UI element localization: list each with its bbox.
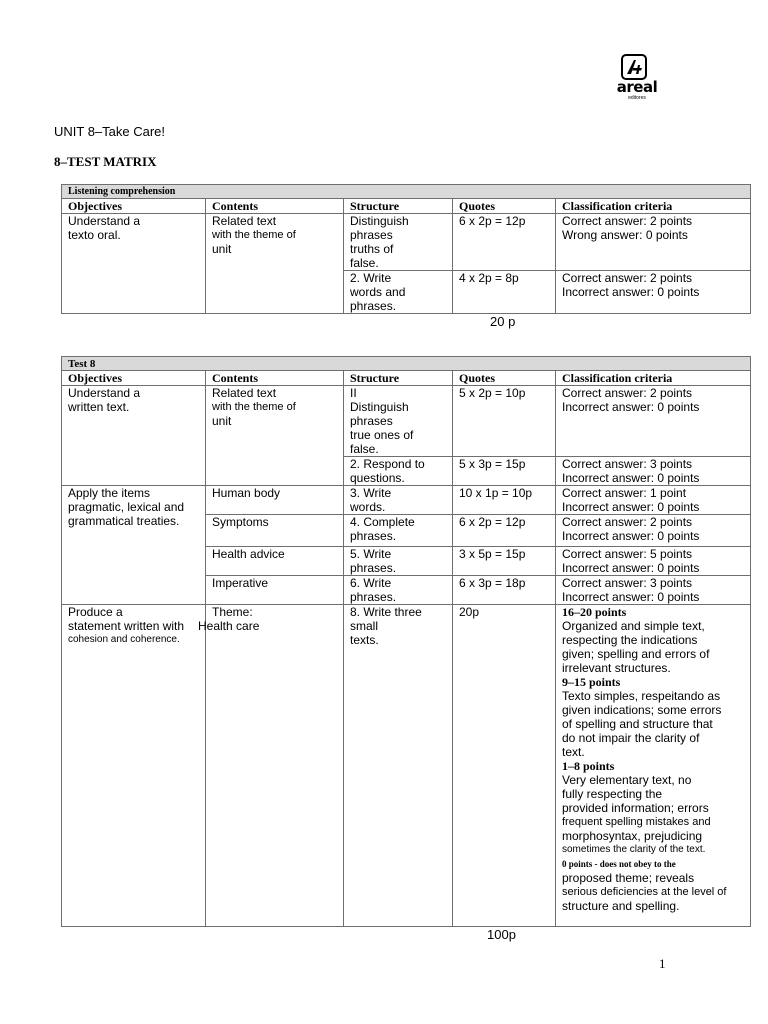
criteria-cell xyxy=(556,486,751,515)
objective-cell xyxy=(62,605,206,927)
column-header-row xyxy=(62,199,751,214)
logo-subtitle: editores xyxy=(628,95,646,101)
cell-line: unit xyxy=(212,242,232,256)
section-title: Test 8 xyxy=(62,357,751,371)
cell-line: irrelevant structures. xyxy=(562,661,671,675)
criteria-cell xyxy=(556,271,751,314)
test-total: 100p xyxy=(487,927,516,942)
cell-line: texto oral. xyxy=(68,228,121,242)
section-title: Listening comprehension xyxy=(62,185,751,199)
cell-line: morphosyntax, prejudicing xyxy=(562,829,703,843)
cell-line: given indications; some errors xyxy=(562,703,722,717)
section-header-row xyxy=(62,185,751,199)
cell-line: 8. Write three xyxy=(350,605,422,619)
logo-wordmark: areal xyxy=(616,78,658,96)
cell-line: Correct answer: 2 points xyxy=(562,271,693,285)
cell-line: unit xyxy=(212,414,232,428)
cell-line: 3. Write xyxy=(350,486,392,500)
header-contents: Contents xyxy=(206,371,344,386)
header-quotes: Quotes xyxy=(453,199,556,214)
cell-line: Distinguish xyxy=(350,400,409,414)
publisher-logo xyxy=(606,52,668,102)
cell-line: Incorrect answer: 0 points xyxy=(562,561,700,575)
cell-line: Incorrect answer: 0 points xyxy=(562,500,700,514)
content-cell: Health advice xyxy=(206,547,344,576)
cell-line: Correct answer: 2 points xyxy=(562,386,693,400)
structure-cell xyxy=(344,576,453,605)
cell-line: phrases. xyxy=(350,590,397,604)
header-criteria: Classification criteria xyxy=(556,199,751,214)
band-title: 1–8 points xyxy=(562,759,615,773)
cell-line: false. xyxy=(350,256,379,270)
header-contents: Contents xyxy=(206,199,344,214)
quotes-cell: 5 x 3p = 15p xyxy=(453,457,556,486)
cell-line: fully respecting the xyxy=(562,787,663,801)
quotes-cell: 10 x 1p = 10p xyxy=(453,486,556,515)
cell-line: Incorrect answer: 0 points xyxy=(562,285,700,299)
cell-line: 5. Write xyxy=(350,547,392,561)
cell-line: statement written with xyxy=(68,619,185,633)
cell-line: Distinguish xyxy=(350,214,409,228)
structure-cell xyxy=(344,386,453,457)
page-number: 1 xyxy=(659,956,666,971)
cell-line: 6. Write xyxy=(350,576,392,590)
structure-cell xyxy=(344,214,453,271)
cell-line: small xyxy=(350,619,379,633)
header-structure: Structure xyxy=(344,371,453,386)
content-cell xyxy=(206,386,344,486)
criteria-cell xyxy=(556,457,751,486)
criteria-cell xyxy=(556,386,751,457)
objective-cell xyxy=(62,386,206,486)
cell-line: texts. xyxy=(350,633,379,647)
cell-line: Very elementary text, no xyxy=(562,773,692,787)
table-row xyxy=(62,605,751,927)
objective-cell xyxy=(62,214,206,314)
cell-line: phrases xyxy=(350,228,393,242)
band-title: 0 points - does not obey to the xyxy=(562,859,676,869)
table-row xyxy=(62,386,751,457)
table-row xyxy=(62,214,751,271)
cell-line: 2. Respond to xyxy=(350,457,425,471)
cell-line: given; spelling and errors of xyxy=(562,647,710,661)
header-objectives: Objectives xyxy=(62,371,206,386)
cell-line: Wrong answer: 0 points xyxy=(562,228,688,242)
cell-line: Correct answer: 2 points xyxy=(562,515,693,529)
cell-line: serious deficiencies at the level of xyxy=(562,886,727,898)
cell-line: truths of xyxy=(350,242,394,256)
cell-line: provided information; errors xyxy=(562,801,709,815)
header-criteria: Classification criteria xyxy=(556,371,751,386)
cell-line: Incorrect answer: 0 points xyxy=(562,471,700,485)
cell-line: sometimes the clarity of the text. xyxy=(562,844,706,855)
test-matrix-table xyxy=(61,356,751,927)
listening-total: 20 p xyxy=(490,314,516,329)
quotes-cell: 6 x 3p = 18p xyxy=(453,576,556,605)
cell-line: phrases. xyxy=(350,561,397,575)
content-cell: Symptoms xyxy=(206,515,344,547)
cell-line: 4. Complete xyxy=(350,515,415,529)
cell-line: Understand a xyxy=(68,214,141,228)
band-title: 16–20 points xyxy=(562,605,627,619)
cell-line: cohesion and coherence. xyxy=(68,634,180,645)
cell-line: words and xyxy=(350,285,406,299)
structure-cell xyxy=(344,515,453,547)
cell-line: structure and spelling. xyxy=(562,899,680,913)
cell-line: respecting the indications xyxy=(562,633,698,647)
criteria-cell xyxy=(556,547,751,576)
cell-line: with the theme of xyxy=(212,401,296,413)
criteria-cell xyxy=(556,576,751,605)
cell-line: Incorrect answer: 0 points xyxy=(562,400,700,414)
cell-line: 2. Write xyxy=(350,271,392,285)
cell-line: written text. xyxy=(68,400,130,414)
column-header-row xyxy=(62,371,751,386)
cell-line: Correct answer: 1 point xyxy=(562,486,687,500)
structure-cell xyxy=(344,605,453,927)
content-cell: Imperative xyxy=(206,576,344,605)
cell-line: phrases xyxy=(350,414,393,428)
criteria-cell xyxy=(556,515,751,547)
header-structure: Structure xyxy=(344,199,453,214)
cell-line: frequent spelling mistakes and xyxy=(562,816,711,828)
cell-line: proposed theme; reveals xyxy=(562,871,695,885)
cell-line: Related text xyxy=(212,386,277,400)
cell-line: pragmatic, lexical and xyxy=(68,500,185,514)
quotes-cell: 6 x 2p = 12p xyxy=(453,214,556,271)
unit-title: UNIT 8–Take Care! xyxy=(54,124,166,139)
cell-line: Produce a xyxy=(68,605,123,619)
criteria-cell xyxy=(556,214,751,271)
cell-line: text. xyxy=(562,745,585,759)
cell-line: do not impair the clarity of xyxy=(562,731,700,745)
cell-line: Theme: xyxy=(212,605,253,619)
header-quotes: Quotes xyxy=(453,371,556,386)
cell-line: Texto simples, respeitando as xyxy=(562,689,721,703)
cell-line: Apply the items xyxy=(68,486,151,500)
cell-line: grammatical treaties. xyxy=(68,514,180,528)
content-cell: Human body xyxy=(206,486,344,515)
cell-line: Organized and simple text, xyxy=(562,619,705,633)
cell-line: phrases. xyxy=(350,529,397,543)
content-cell xyxy=(206,214,344,314)
cell-line: Incorrect answer: 0 points xyxy=(562,529,700,543)
cell-line: Correct answer: 3 points xyxy=(562,576,693,590)
cell-line: Health care xyxy=(198,619,260,633)
section-header-row xyxy=(62,357,751,371)
criteria-cell xyxy=(556,605,751,927)
cell-line: true ones of xyxy=(350,428,414,442)
page-title: 8–TEST MATRIX xyxy=(54,154,157,169)
cell-line: Incorrect answer: 0 points xyxy=(562,590,700,604)
cell-line: false. xyxy=(350,442,379,456)
cell-line: with the theme of xyxy=(212,229,296,241)
cell-line: Correct answer: 5 points xyxy=(562,547,693,561)
cell-line: Correct answer: 3 points xyxy=(562,457,693,471)
logo-mark-icon xyxy=(621,54,647,80)
cell-line: words. xyxy=(350,500,386,514)
quotes-cell: 4 x 2p = 8p xyxy=(453,271,556,314)
quotes-cell: 20p xyxy=(453,605,556,927)
band-title: 9–15 points xyxy=(562,675,621,689)
cell-line: II xyxy=(350,386,357,400)
table-row xyxy=(62,486,751,515)
cell-line: of spelling and structure that xyxy=(562,717,713,731)
cell-line: Understand a xyxy=(68,386,141,400)
structure-cell xyxy=(344,486,453,515)
structure-cell xyxy=(344,457,453,486)
quotes-cell: 5 x 2p = 10p xyxy=(453,386,556,457)
cell-line: Correct answer: 2 points xyxy=(562,214,693,228)
content-cell xyxy=(198,605,344,927)
cell-line: Related text xyxy=(212,214,277,228)
cell-line: questions. xyxy=(350,471,405,485)
listening-matrix-table xyxy=(61,184,751,314)
structure-cell xyxy=(344,271,453,314)
cell-line: phrases. xyxy=(350,299,397,313)
header-objectives: Objectives xyxy=(62,199,206,214)
structure-cell xyxy=(344,547,453,576)
quotes-cell: 6 x 2p = 12p xyxy=(453,515,556,547)
objective-cell xyxy=(62,486,206,605)
quotes-cell: 3 x 5p = 15p xyxy=(453,547,556,576)
